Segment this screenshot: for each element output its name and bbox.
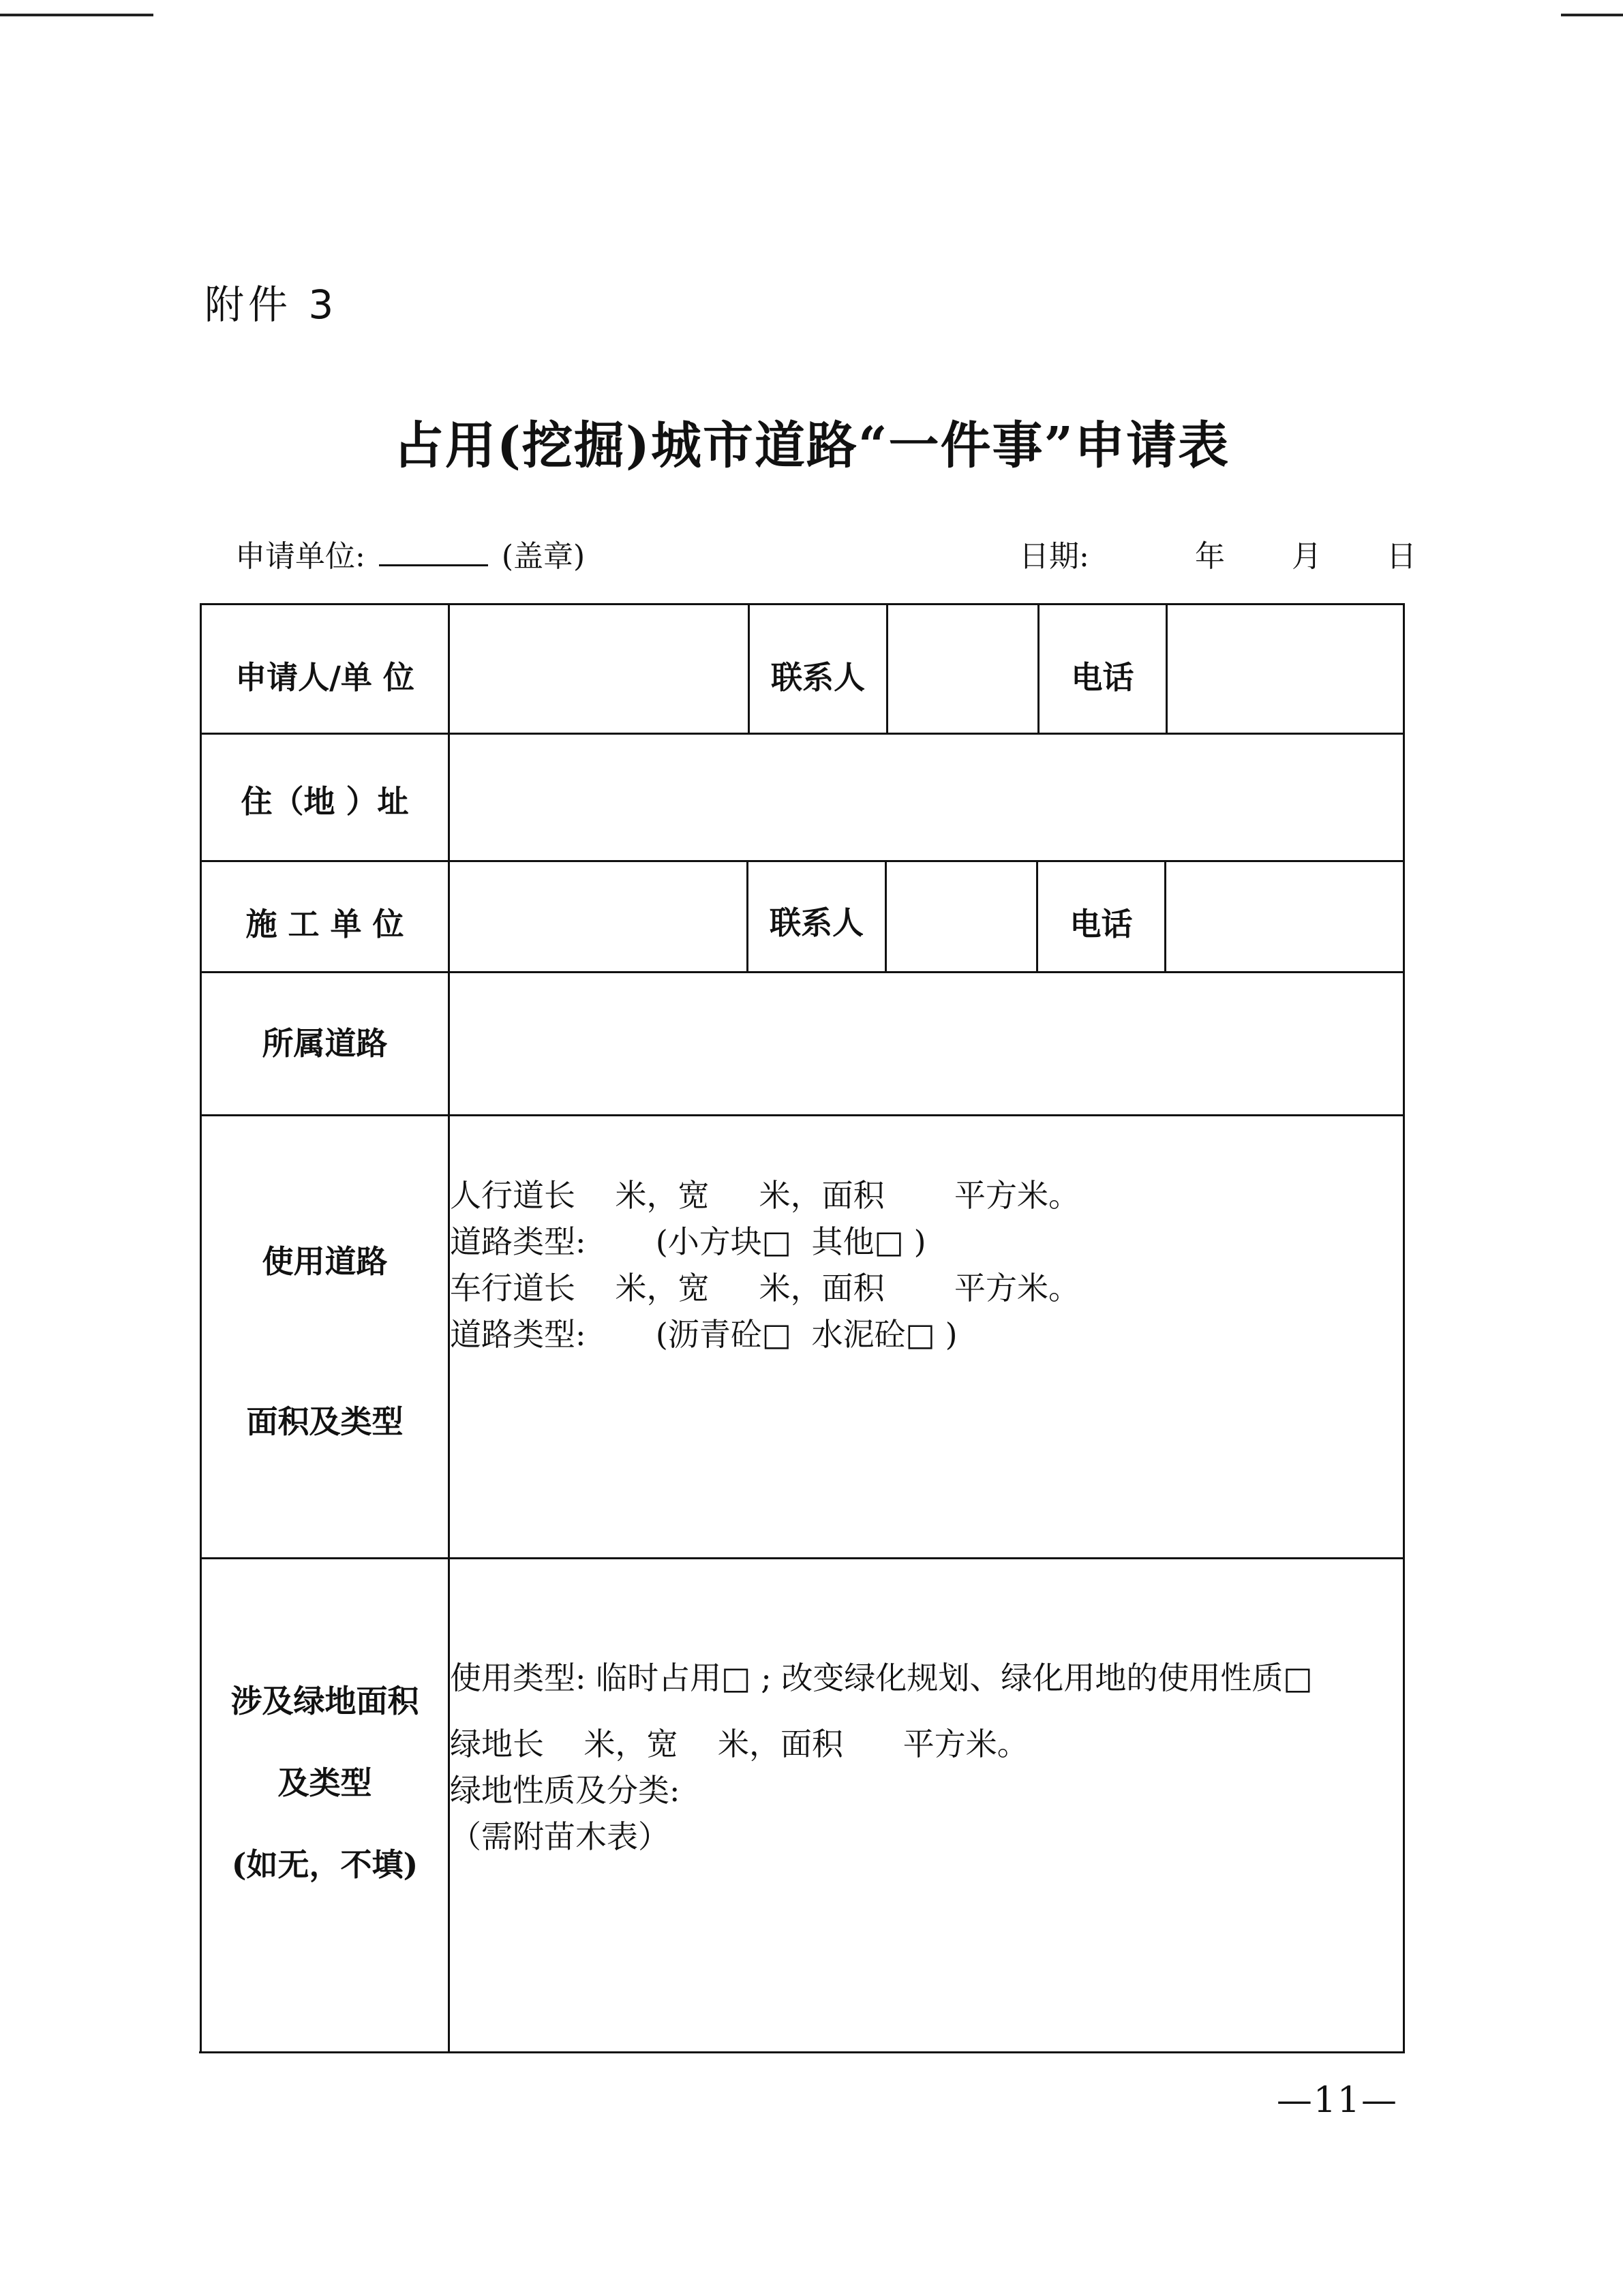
road-label: 所属道路 [262, 1025, 388, 1062]
construction-contact-label: 联系人 [770, 904, 864, 941]
applicant-input-cell[interactable] [450, 607, 748, 733]
table-border-top [201, 603, 1405, 605]
table-row-divider [201, 1114, 1405, 1116]
applicant-unit-label: 申请单位: [235, 539, 365, 574]
date-year-label: 年 [1195, 539, 1225, 574]
green-nature-line: 绿地性质及分类: [450, 1772, 680, 1809]
road-usage-line-roadway: 车行道长 米，宽 米，面积 平方米。 [450, 1270, 1080, 1306]
applicant-contact-label: 联系人 [771, 659, 865, 696]
seal-label: (盖章) [501, 539, 586, 574]
page-title: 占用(挖掘)城市道路“一件事”申请表 [393, 416, 1230, 475]
table-row-divider [201, 971, 1405, 973]
table-row-divider [201, 1557, 1405, 1559]
road-usage-label-line1: 使用道路 [262, 1243, 388, 1280]
page-number: —11— [1276, 2080, 1398, 2121]
applicant-contact-input-cell[interactable] [888, 607, 1037, 733]
construction-unit-input-cell[interactable] [450, 863, 746, 971]
green-area-label-line1: 涉及绿地面积 [230, 1683, 419, 1719]
applicant-phone-label: 电话 [1071, 659, 1134, 696]
green-usage-type-line: 使用类型: 临时占用□ ; 改变绿化规划、绿化用地的使用性质□ [450, 1659, 1313, 1696]
green-attachment-note: （需附苗木表） [450, 1818, 669, 1855]
table-row-divider [201, 733, 1405, 735]
applicant-label: 申请人/单 位 [235, 659, 414, 696]
green-area-label-line2: 及类型 [277, 1764, 372, 1801]
attachment-label: 附件 3 [204, 281, 338, 328]
applicant-phone-input-cell[interactable] [1168, 607, 1403, 733]
table-border-bottom [199, 2051, 1405, 2053]
road-usage-line-sidewalk: 人行道长 米，宽 米，面积 平方米。 [450, 1177, 1080, 1214]
construction-contact-input-cell[interactable] [887, 863, 1036, 971]
road-input-cell[interactable] [450, 975, 1403, 1114]
address-input-cell[interactable] [450, 736, 1403, 860]
table-border-right [1403, 603, 1405, 2053]
date-day-label: 日 [1386, 539, 1416, 574]
green-area-label-line3: (如无，不填) [231, 1846, 419, 1883]
table-row-divider [201, 860, 1405, 862]
construction-phone-input-cell[interactable] [1166, 863, 1403, 971]
address-label: 住（地 ）址 [241, 783, 409, 820]
green-area-size-line: 绿地长 米，宽 米，面积 平方米。 [450, 1726, 1029, 1762]
date-label: 日期: [1019, 539, 1089, 574]
road-usage-label-line2: 面积及类型 [246, 1403, 404, 1440]
road-usage-line-roadway-type: 道路类型: (沥青砼□ 水泥砼□ ) [450, 1316, 958, 1353]
date-month-label: 月 [1292, 539, 1322, 574]
construction-unit-label: 施 工 单 位 [245, 906, 404, 943]
construction-phone-label: 电话 [1070, 906, 1133, 943]
road-usage-line-sidewalk-type: 道路类型: (小方块□ 其他□ ) [450, 1223, 926, 1260]
